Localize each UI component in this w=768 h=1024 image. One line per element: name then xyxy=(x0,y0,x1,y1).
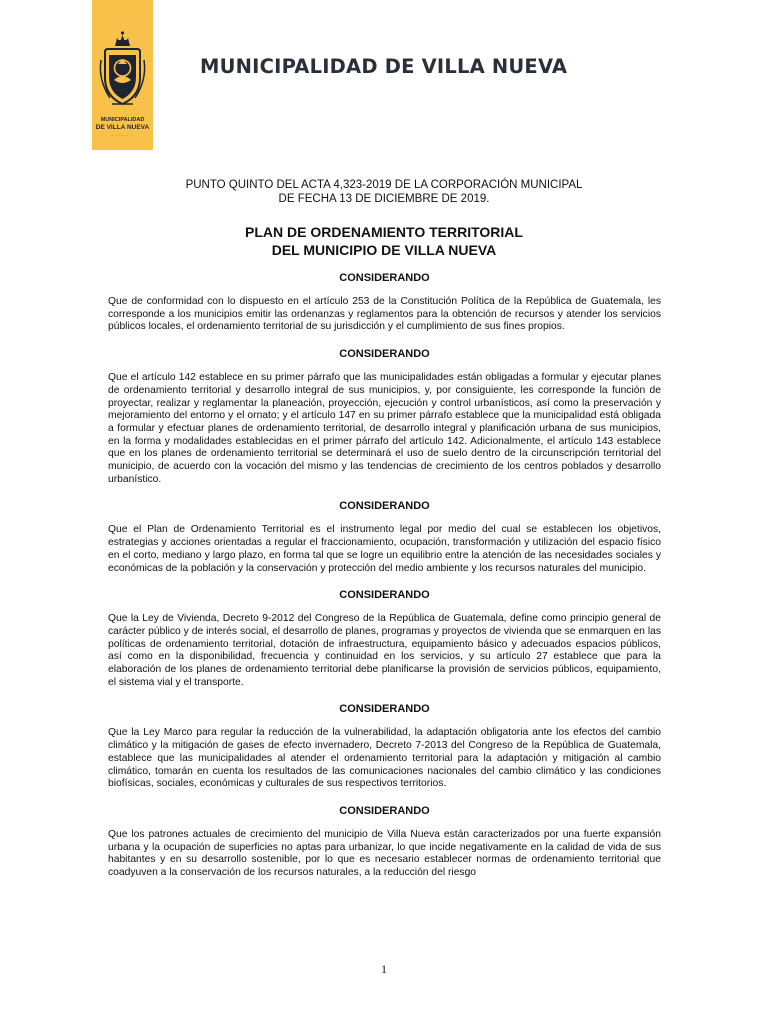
act-reference-line2: DE FECHA 13 DE DICIEMBRE DE 2019. xyxy=(278,193,490,205)
document-title-line2: DEL MUNICIPIO DE VILLA NUEVA xyxy=(271,242,497,258)
section-heading: CONSIDERANDO xyxy=(339,804,430,817)
section-paragraph: Que la Ley Marco para regular la reducción de la vulnerabilidad, la adaptación obligatoria ante los efectos del cambio climático y la mitigación de gases de efecto invernadero, Decreto 7-2013 del Congreso de la República de Guatemala, establece que las municipalidades al atender el ordenamiento territorial para la adaptación y mitigación al cambio climático, tomarán en cuenta los resultados de las comunicaciones nacionales del cambio climático y las condiciones biofísicas, sociales, económicas y culturales de sus respectivos territorios. xyxy=(108,727,661,790)
considerando-section xyxy=(108,500,661,575)
logo-tagline: · · · · · · · · · · xyxy=(112,134,133,138)
logo-name-line1: MUNICIPALIDAD xyxy=(100,117,145,123)
municipality-header-title: MUNICIPALIDAD DE VILLA NUEVA xyxy=(200,55,568,78)
section-paragraph: Que de conformidad con lo dispuesto en el artículo 253 de la Constitución Política de la República de Guatemala, les corresponde a los municipios emitir las ordenanzas y reglamentos para la obtención de recursos y atender los servicios públicos locales, el ordenamiento territorial de su jurisdicción y el cumplimiento de sus fines propios. xyxy=(108,296,661,333)
considerando-section xyxy=(108,348,661,486)
considerando-section xyxy=(108,703,661,791)
act-reference xyxy=(150,178,618,206)
considerando-section xyxy=(108,805,661,880)
section-paragraph: Que el Plan de Ordenamiento Territorial es el instrumento legal por medio del cual se establecen los objetivos, estrategias y acciones orientadas a regular el fraccionamiento, ocupación, transformación y utilización del espacio físico en el corto, mediano y largo plazo, en forma tal que se logre un equilibrio entre la atención de las necesidades sociales y económicas de la población y la conservación y protección del medio ambiente y los recursos naturales del municipio. xyxy=(108,524,661,574)
document-title xyxy=(150,223,618,259)
section-heading: CONSIDERANDO xyxy=(339,348,430,361)
section-paragraph: Que la Ley de Vivienda, Decreto 9-2012 del Congreso de la República de Guatemala, define como principio general de carácter público y de interés social, el desarrollo de planes, programas y proyectos de vivienda que se enmarquen en las políticas de ordenamiento territorial, dotación de infraestructura, equipamiento básico y adecuados espacios públicos, así como en la disponibilidad, frecuencia y continuidad en los servicios, y su artículo 27 establece que para la elaboración de los planes de ordenamiento territorial debe planificarse la provisión de servicios públicos, equipamiento, el sistema vial y el transporte. xyxy=(108,613,661,688)
considerando-section xyxy=(108,589,661,689)
considerando-section xyxy=(108,272,661,334)
page-number: 1 xyxy=(381,962,387,976)
section-heading: CONSIDERANDO xyxy=(339,500,430,513)
document-body xyxy=(108,272,661,894)
municipality-logo xyxy=(92,0,153,150)
section-heading: CONSIDERANDO xyxy=(339,272,430,284)
logo-name-line2: DE VILLA NUEVA xyxy=(95,124,150,131)
section-heading: CONSIDERANDO xyxy=(339,703,430,716)
act-reference-line1: PUNTO QUINTO DEL ACTA 4,323-2019 DE LA CORPORACIÓN MUNICIPAL xyxy=(185,179,583,191)
section-paragraph: Que los patrones actuales de crecimiento del municipio de Villa Nueva están caracterizados por una fuerte expansión urbana y la ocupación de superficies no aptas para urbanizar, lo que incide negativamente en la calidad de vida de sus habitantes y en su desarrollo sostenible, por lo que es necesario establecer normas de ordenamiento territorial que coadyuven a la conservación de los recursos naturales, a la reducción del riesgo xyxy=(108,828,661,879)
document-title-line1: PLAN DE ORDENAMIENTO TERRITORIAL xyxy=(245,224,523,240)
section-heading: CONSIDERANDO xyxy=(339,589,430,602)
section-paragraph: Que el artículo 142 establece en su primer párrafo que las municipalidades están obligadas a formular y ejecutar planes de ordenamiento territorial y desarrollo integral de sus municipios, y, por consiguiente, les corresponde la función de proyectar, realizar y reglamentar la planeación, proyección, ejecución y control urbanísticos, así como la preservación y mejoramiento del entorno y el ornato; y el artículo 147 en su primer párrafo establece que la municipalidad está obligada a formular y efectuar planes de ordenamiento territorial, de desarrollo integral y planificación urbana de sus municipios, en la forma y modalidades establecidas en el primer párrafo del artículo 142. Adicionalmente, el artículo 143 establece que en los planes de ordenamiento territorial se determinará el uso de suelo dentro de la circunscripción territorial del municipio, de acuerdo con la vocación del mismo y las tendencias de crecimiento de los centros poblados y desarrollo urbanístico. xyxy=(108,372,661,485)
